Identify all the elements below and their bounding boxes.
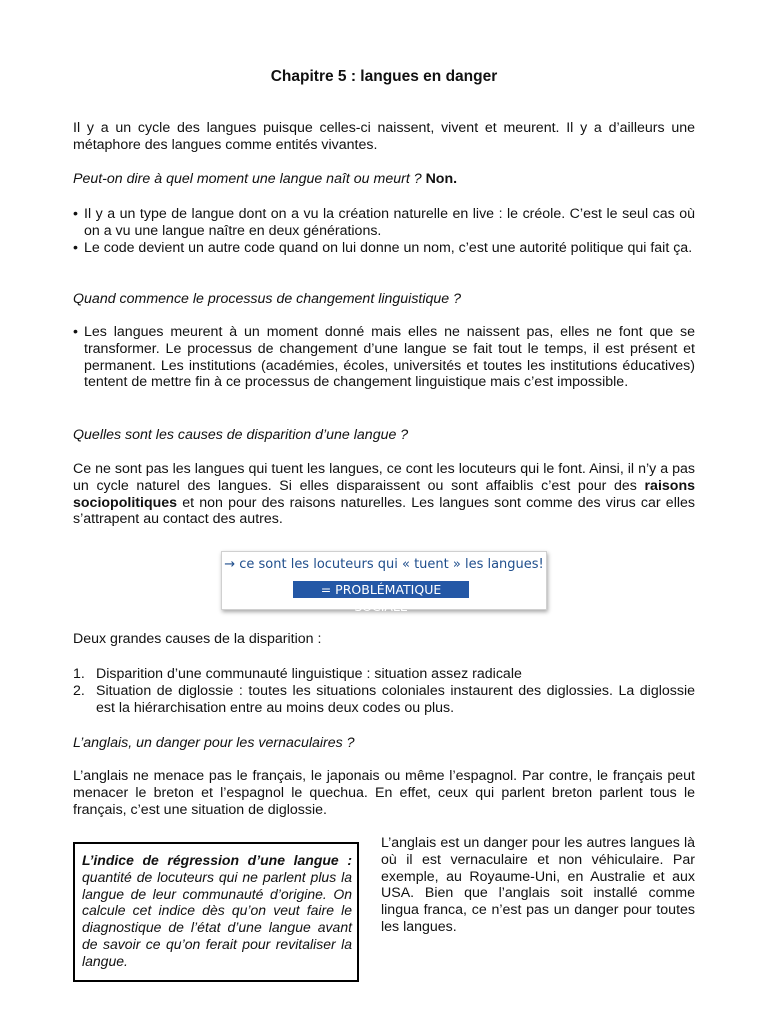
list-item: • Il y a un type de langue dont on a vu la création naturelle en live : le créole. C’est le seul cas où on a vu une langue naître en deux générations. xyxy=(73,206,695,239)
definition-box xyxy=(73,842,359,982)
definition-term: L’indice de régression d’une langue : xyxy=(82,852,352,868)
question-2: Quand commence le processus de changement linguistique ? xyxy=(73,291,462,307)
bullet-icon: • xyxy=(73,206,78,222)
callout-line-2: = PROBLÉMATIQUE SOCIALE xyxy=(293,581,469,598)
question-1 xyxy=(73,171,695,188)
side-paragraph: L’anglais est un danger pour les autres langues là où il est vernaculaire et non véhiculaire. Par exemple, au Royaume-Uni, en Australie et aux USA. Bien que l’anglais soit installé comme lingua franca, ce n’est pas un danger pour toutes les langues. xyxy=(381,835,695,935)
bullet-list-2 xyxy=(73,324,695,391)
bullet-icon: • xyxy=(73,239,78,256)
page-title: Chapitre 5 : langues en danger xyxy=(270,68,498,85)
question-4: L’anglais, un danger pour les vernaculaires ? xyxy=(73,735,355,751)
numbered-list xyxy=(73,666,695,716)
two-causes-intro: Deux grandes causes de la disparition : xyxy=(73,631,322,647)
definition-text: quantité de locuteurs qui ne parlent plus la langue de leur communauté d’origine. On calcule cet indice dès qu’on veut faire le diagnostique de l’état d’une langue avant de savoir ce qu’on ferait pour revitaliser la langue. xyxy=(82,868,352,969)
intro-paragraph: Il y a un cycle des langues puisque celles-ci naissent, vivent et meurent. Il y a d’ailleurs une métaphore des langues comme entités vivantes. xyxy=(73,120,695,153)
list-item: • Le code devient un autre code quand on lui donne un nom, c’est une autorité politique qui fait ça. xyxy=(73,239,693,256)
list-item: 2. Situation de diglossie : toutes les situations coloniales instaurent des diglossies. La diglossie est la hiérarchisation entre au moins deux codes ou plus. xyxy=(73,682,695,716)
bullet-icon: • xyxy=(73,324,78,340)
highlight-term: raisons sociopolitiques xyxy=(73,477,695,511)
callout-line-1: → ce sont les locuteurs qui « tuent » les langues! xyxy=(224,557,544,572)
question-1-text: Peut-on dire à quel moment une langue naît ou meurt ? xyxy=(73,171,422,187)
causes-paragraph: Ce ne sont pas les langues qui tuent les langues, ce cont les locuteurs qui le font. Ainsi, il n’y a pas un cycle naturel des langues. Si elles disparaissent ou sont affaiblis c’est pour des raisons sociopolitiques et non pour des raisons naturelles. Les langues sont comme des virus car elles s’attrapent au contact des autres. xyxy=(73,461,695,528)
list-item: • Les langues meurent à un moment donné mais elles ne naissent pas, elles ne font que se transformer. Le processus de changement d’une langue se fait tout le temps, il est présent et permanent. Les institutions (académies, écoles, universités et toutes les institutions éducatives) tentent de mettre fin à ce processus de changement linguistique mais c’est impossible. xyxy=(73,324,695,391)
question-1-answer: Non. xyxy=(425,171,458,187)
bullet-list-1 xyxy=(73,206,695,256)
anglais-paragraph: L’anglais ne menace pas le français, le japonais ou même l’espagnol. Par contre, le français peut menacer le breton et l’espagnol le quechua. En effet, ceux qui parlent breton parlent tous le français, c’est une situation de diglossie. xyxy=(73,768,695,818)
question-3: Quelles sont les causes de disparition d’une langue ? xyxy=(73,427,409,443)
callout-image xyxy=(221,551,547,614)
list-item: 1. Disparition d’une communauté linguistique : situation assez radicale xyxy=(73,666,522,682)
